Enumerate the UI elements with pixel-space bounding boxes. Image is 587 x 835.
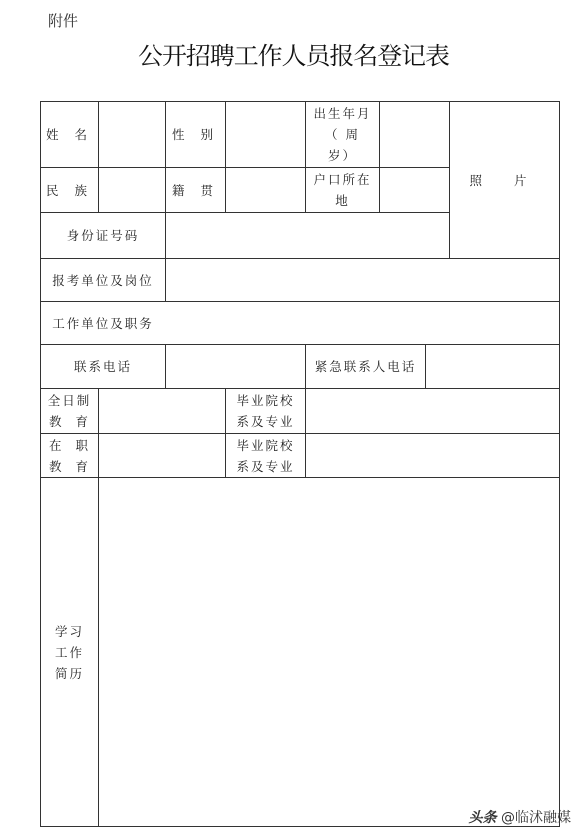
resume-label (41, 478, 98, 826)
school-label-line: 毕业院校 (236, 393, 295, 408)
birth-label-line: 岁） (327, 148, 357, 163)
school-label-line: 系及专业 (236, 414, 295, 429)
fulltime-label-line: 全日制 (47, 393, 92, 408)
school-label-line: 系及专业 (236, 458, 295, 474)
inservice-school-label (226, 434, 305, 477)
hukou-label (306, 168, 379, 212)
birth-label-line: （ 周 (325, 127, 360, 142)
native-place-field[interactable] (226, 168, 305, 212)
hukou-label-line: 户口所在 (313, 172, 372, 187)
birth-label-line: 出生年月 (313, 106, 372, 121)
school-label-line: 毕业院校 (236, 437, 295, 453)
id-number-field[interactable] (166, 213, 449, 258)
form-title: 公开招聘工作人员报名登记表 (138, 42, 449, 70)
inservice-education-label (41, 434, 98, 477)
registration-form-table (40, 101, 560, 827)
work-unit-field[interactable] (166, 302, 560, 344)
inservice-label-line: 教 育 (49, 458, 90, 474)
hukou-field[interactable] (380, 168, 449, 212)
birth-date-label (306, 102, 379, 167)
ethnicity-label: 民 族 (46, 182, 93, 198)
gender-label: 性 别 (172, 127, 219, 142)
work-unit-label: 工作单位及职务 (52, 315, 154, 331)
fulltime-school-label (226, 389, 305, 433)
native-place-label: 籍 贯 (172, 182, 219, 198)
applied-position-field[interactable] (166, 259, 560, 301)
name-field[interactable] (99, 102, 165, 167)
applied-position-label: 报考单位及岗位 (52, 272, 154, 288)
id-number-label: 身份证号码 (66, 228, 140, 243)
fulltime-education-field[interactable] (99, 389, 225, 433)
attachment-label: 附件 (48, 12, 79, 30)
inservice-education-field[interactable] (99, 434, 225, 477)
name-label: 姓 名 (46, 127, 93, 142)
resume-label-line: 工作 (54, 644, 84, 660)
emergency-phone-field[interactable] (426, 345, 560, 388)
photo-box[interactable]: 照 片 (469, 172, 541, 188)
watermark (469, 807, 571, 827)
watermark-brand: 头条 (468, 810, 497, 826)
ethnicity-field[interactable] (99, 168, 165, 212)
watermark-account: @临沭融媒 (501, 810, 571, 826)
emergency-phone-label: 紧急联系人电话 (314, 359, 417, 374)
resume-label-line: 学习 (54, 623, 84, 639)
gender-field[interactable] (226, 102, 305, 167)
fulltime-education-label (41, 389, 98, 433)
birth-date-field[interactable] (380, 102, 449, 167)
resume-field[interactable] (99, 478, 560, 826)
phone-field[interactable] (166, 345, 305, 388)
hukou-label-line: 地 (335, 193, 350, 208)
fulltime-label-line: 教 育 (49, 414, 90, 429)
inservice-school-field[interactable] (306, 434, 560, 477)
phone-label: 联系电话 (73, 359, 132, 374)
resume-label-line: 简历 (54, 665, 84, 681)
inservice-label-line: 在 职 (49, 437, 90, 453)
fulltime-school-field[interactable] (306, 389, 560, 433)
